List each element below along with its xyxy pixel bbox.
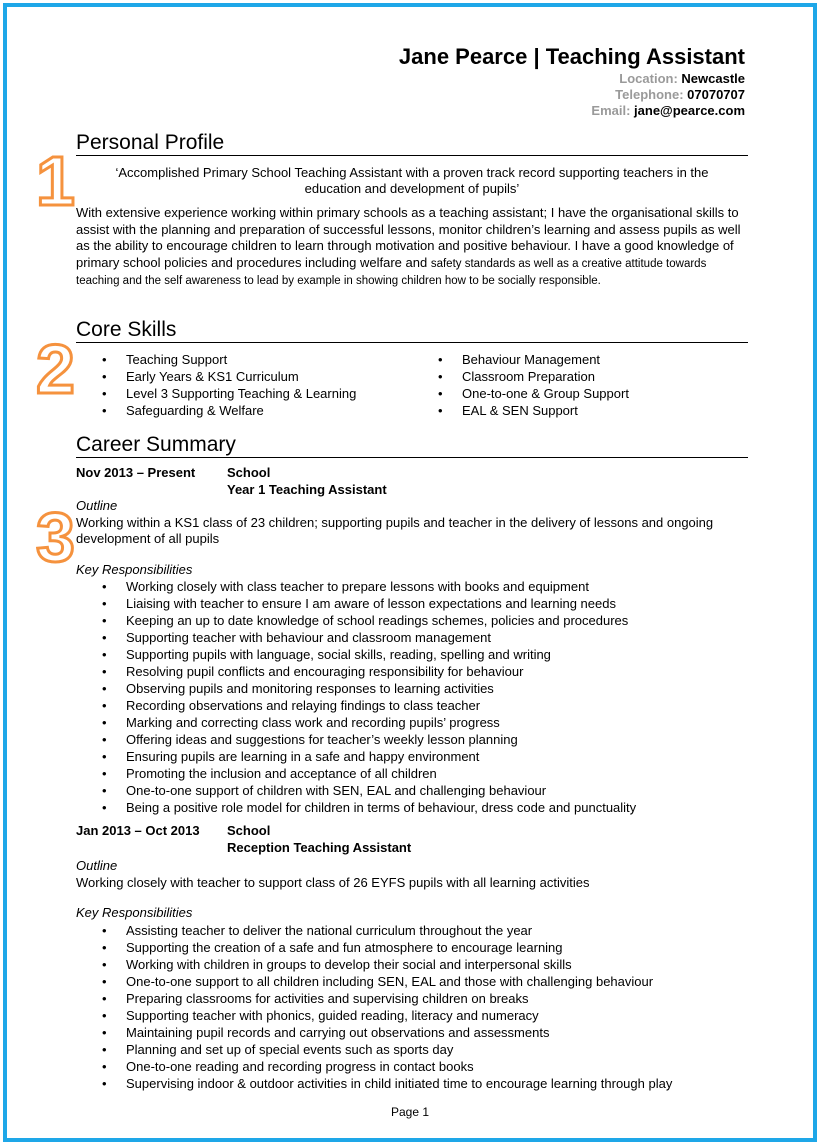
list-item: • Preparing classrooms for activities and supervising children on breaks (76, 990, 748, 1007)
list-item: • Marking and correcting class work and recording pupils’ progress (76, 714, 748, 731)
job-outline: Working within a KS1 class of 23 children; supporting pupils and teacher in the delivery of lessons and ongoing development of all pupils (76, 514, 714, 546)
list-item: • Promoting the inclusion and acceptance of all children (76, 765, 748, 782)
marker-number-1: 1 (36, 142, 75, 220)
contact-location (399, 71, 745, 87)
cv-name-title: Jane Pearce | Teaching Assistant (398, 44, 745, 69)
list-item: • Working closely with class teacher to prepare lessons with books and equipment (76, 578, 748, 595)
marker-number-2: 2 (36, 330, 75, 408)
job-employer-role (227, 465, 387, 498)
list-item: • Supporting teacher with phonics, guided reading, literacy and numeracy (76, 1007, 748, 1024)
job-role: Year 1 Teaching Assistant (227, 481, 387, 497)
contact-label: Location: (619, 71, 678, 86)
section-title: Career Summary (76, 433, 748, 458)
list-item: • Offering ideas and suggestions for teacher’s weekly lesson planning (76, 731, 748, 748)
list-item: • One-to-one support to all children including SEN, EAL and those with challenging behaviour (76, 973, 748, 990)
job-dates: Nov 2013 – Present (76, 465, 196, 480)
list-item: • One-to-one support of children with SEN, EAL and challenging behaviour (76, 782, 748, 799)
profile-quote: ‘Accomplished Primary School Teaching Assistant with a proven track record supporting teachers in the education and development of pupils’ (115, 165, 709, 196)
outline-label: Outline (76, 858, 118, 873)
contact-email (399, 103, 745, 119)
list-item: • Supporting pupils with language, social skills, reading, spelling and writing (76, 646, 748, 663)
job-entry (76, 465, 748, 816)
skills-list (76, 351, 748, 419)
cv-header (399, 44, 745, 119)
job-header (76, 465, 748, 498)
responsibilities-label: Key Responsibilities (76, 561, 193, 577)
list-item: • Planning and set up of special events such as sports day (76, 1041, 748, 1058)
contact-value: 07070707 (687, 87, 745, 102)
job-employer: School (227, 465, 271, 480)
list-item: • Working with children in groups to develop their social and interpersonal skills (76, 956, 748, 973)
job-header (76, 823, 748, 856)
page-number: Page 1 (390, 1105, 430, 1119)
list-item: • Recording observations and relaying findings to class teacher (76, 697, 748, 714)
list-item: • Keeping an up to date knowledge of school readings schemes, policies and procedures (76, 612, 748, 629)
job-dates: Jan 2013 – Oct 2013 (76, 823, 200, 838)
responsibilities-list (76, 578, 748, 816)
list-item: • Observing pupils and monitoring responses to learning activities (76, 680, 748, 697)
skill-item: • Teaching Support (76, 351, 412, 368)
profile-text-small: safety standards as well as a creative attitude towards teaching and the self awareness to lead by example in showing children how to be socially responsible. (76, 257, 707, 287)
list-item: • Being a positive role model for children in terms of behaviour, dress code and punctuality (76, 799, 748, 816)
skill-item: • Early Years & KS1 Curriculum (76, 368, 412, 385)
contact-label: Telephone: (615, 87, 684, 102)
profile-text: With extensive experience working within primary schools as a teaching assistant; I have the organisational skills to assist with the planning and preparation of successful lessons, monitor children’s learning and assess pupils as well as the ability to encourage children to learn through motivation and positive behaviour. I have a good knowledge of primary school policies and procedures including welfare and (76, 205, 741, 270)
job-employer-role (227, 823, 411, 856)
marker-number-3: 3 (36, 498, 75, 576)
section-title: Personal Profile (76, 131, 748, 156)
contact-telephone (399, 87, 745, 103)
skill-item: • EAL & SEN Support (412, 402, 748, 419)
skill-item: • Behaviour Management (412, 351, 748, 368)
list-item: • Liaising with teacher to ensure I am aware of lesson expectations and learning needs (76, 595, 748, 612)
responsibilities-list (76, 922, 748, 1092)
skill-item: • Safeguarding & Welfare (76, 402, 412, 419)
section-title: Core Skills (76, 318, 748, 343)
list-item: • Resolving pupil conflicts and encouraging responsibility for behaviour (76, 663, 748, 680)
list-item: • Supporting the creation of a safe and fun atmosphere to encourage learning (76, 939, 748, 956)
list-item: • Supporting teacher with behaviour and classroom management (76, 629, 748, 646)
profile-paragraph (76, 205, 748, 290)
job-entry (76, 823, 748, 1092)
career-summary-section (76, 433, 748, 1092)
responsibilities-label: Key Responsibilities (76, 905, 193, 920)
job-role: Reception Teaching Assistant (227, 839, 412, 855)
personal-profile-section (76, 131, 748, 290)
list-item: • Ensuring pupils are learning in a safe and happy environment (76, 748, 748, 765)
contact-value: Newcastle (681, 71, 745, 86)
core-skills-section (76, 318, 748, 419)
skill-item: • Classroom Preparation (412, 368, 748, 385)
list-item: • One-to-one reading and recording progress in contact books (76, 1058, 748, 1075)
skills-column-right (412, 351, 748, 419)
contact-label: Email: (591, 103, 631, 118)
skill-item: • One-to-one & Group Support (412, 385, 748, 402)
job-outline: Working closely with teacher to support class of 26 EYFS pupils with all learning activities (76, 874, 590, 890)
list-item: • Maintaining pupil records and carrying out observations and assessments (76, 1024, 748, 1041)
contact-value: jane@pearce.com (634, 103, 745, 118)
job-employer: School (227, 823, 271, 838)
list-item: • Assisting teacher to deliver the national curriculum throughout the year (76, 922, 748, 939)
outline-label: Outline (76, 498, 118, 513)
skill-item: • Level 3 Supporting Teaching & Learning (76, 385, 412, 402)
list-item: • Supervising indoor & outdoor activities in child initiated time to encourage learning through play (76, 1075, 748, 1092)
skills-column-left (76, 351, 412, 419)
